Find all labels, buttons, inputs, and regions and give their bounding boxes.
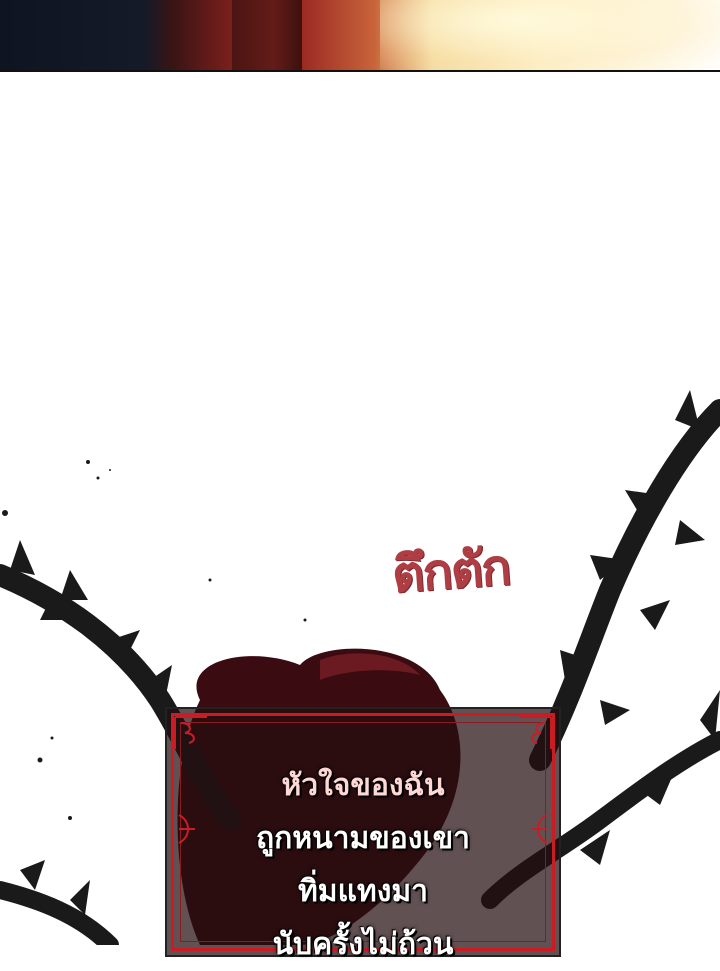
corner-ornament-icon — [171, 713, 211, 753]
narration-text — [167, 759, 559, 971]
corner-ornament-icon — [515, 713, 555, 753]
vine-bottom-left — [0, 890, 110, 945]
narration-box — [165, 707, 561, 962]
narration-line: ทิ่มแทงมา — [298, 874, 428, 909]
narration-line: นับครั้งไม่ถ้วน — [272, 927, 454, 962]
narration-line: ถูกหนามของเขา — [255, 821, 470, 856]
narration-line: หัวใจของฉัน — [281, 768, 445, 803]
vine-right-upper — [540, 410, 720, 760]
heartbeat-sound-effect: ตึกตัก — [390, 536, 512, 605]
